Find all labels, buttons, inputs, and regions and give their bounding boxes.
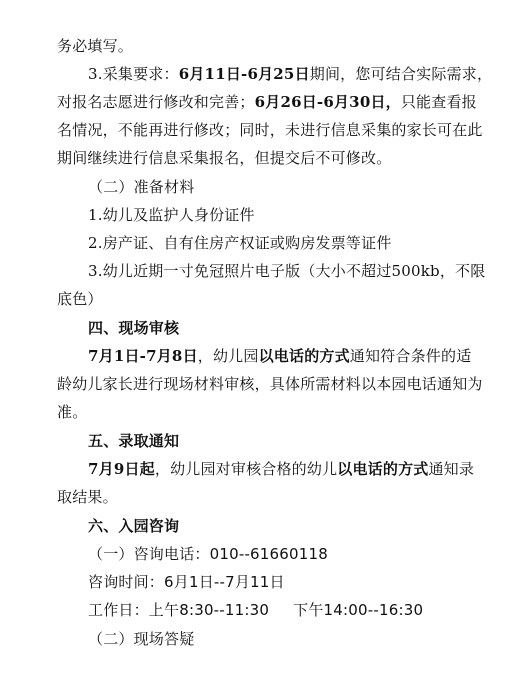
text-span: ，幼儿园对审核合格的幼儿	[154, 460, 338, 478]
emphasis-bold: 以电话的方式	[258, 347, 350, 365]
text-span: 3.采集要求：	[88, 65, 179, 83]
emphasis-bold: 以电话的方式	[337, 460, 429, 478]
text-line: 务必填写。	[57, 37, 134, 55]
date-range-bold: 6月11日-6月25日	[178, 65, 310, 83]
list-item: 2.房产证、自有住房产权证或购房发票等证件	[88, 234, 392, 252]
consult-phone: （一）咨询电话：010--61660118	[88, 545, 329, 563]
text-line	[88, 346, 471, 366]
list-item: 3.幼儿近期一寸免冠照片电子版（大小不超过500kb，不限	[88, 262, 486, 280]
section-subheading: （二）准备材料	[88, 178, 195, 196]
text-span: ，幼儿园	[197, 347, 259, 365]
section-subheading: （二）现场答疑	[88, 630, 195, 648]
text-line: 底色）	[57, 290, 103, 308]
text-line	[88, 459, 474, 479]
text-line: 龄幼儿家长进行现场材料审核，具体所需材料以本园电话通知为	[57, 375, 483, 393]
text-line	[88, 64, 492, 84]
text-line: 名情况，不能再进行修改；同时，未进行信息采集的家长可在此	[57, 121, 483, 139]
consult-time: 咨询时间：6月1日--7月11日	[88, 573, 285, 591]
section-heading: 五、录取通知	[88, 432, 180, 450]
workday-hours	[88, 600, 423, 620]
text-span: 通知符合条件的适	[349, 347, 472, 365]
afternoon-hours: 下午14:00--16:30	[293, 601, 424, 619]
text-line	[57, 92, 477, 112]
list-item: 1.幼儿及监护人身份证件	[88, 206, 255, 224]
text-line: 取结果。	[57, 488, 118, 506]
morning-hours: 工作日：上午8:30--11:30	[88, 601, 270, 619]
date-range-bold: 7月1日-7月8日	[88, 347, 198, 365]
text-span: 对报名志愿进行修改和完善；	[57, 93, 255, 111]
date-bold: 7月9日起	[88, 460, 155, 478]
section-heading: 四、现场审核	[88, 319, 180, 337]
text-line: 准。	[57, 403, 88, 421]
date-range-bold: 6月26日-6月30日，	[254, 93, 401, 111]
text-line: 期间继续进行信息采集报名，但提交后不可修改。	[57, 149, 392, 167]
text-span: 期间，您可结合实际需求，	[309, 65, 493, 83]
text-span: 通知录	[428, 460, 475, 478]
section-heading: 六、入园咨询	[88, 517, 180, 535]
text-span: 只能查看报	[400, 93, 477, 111]
